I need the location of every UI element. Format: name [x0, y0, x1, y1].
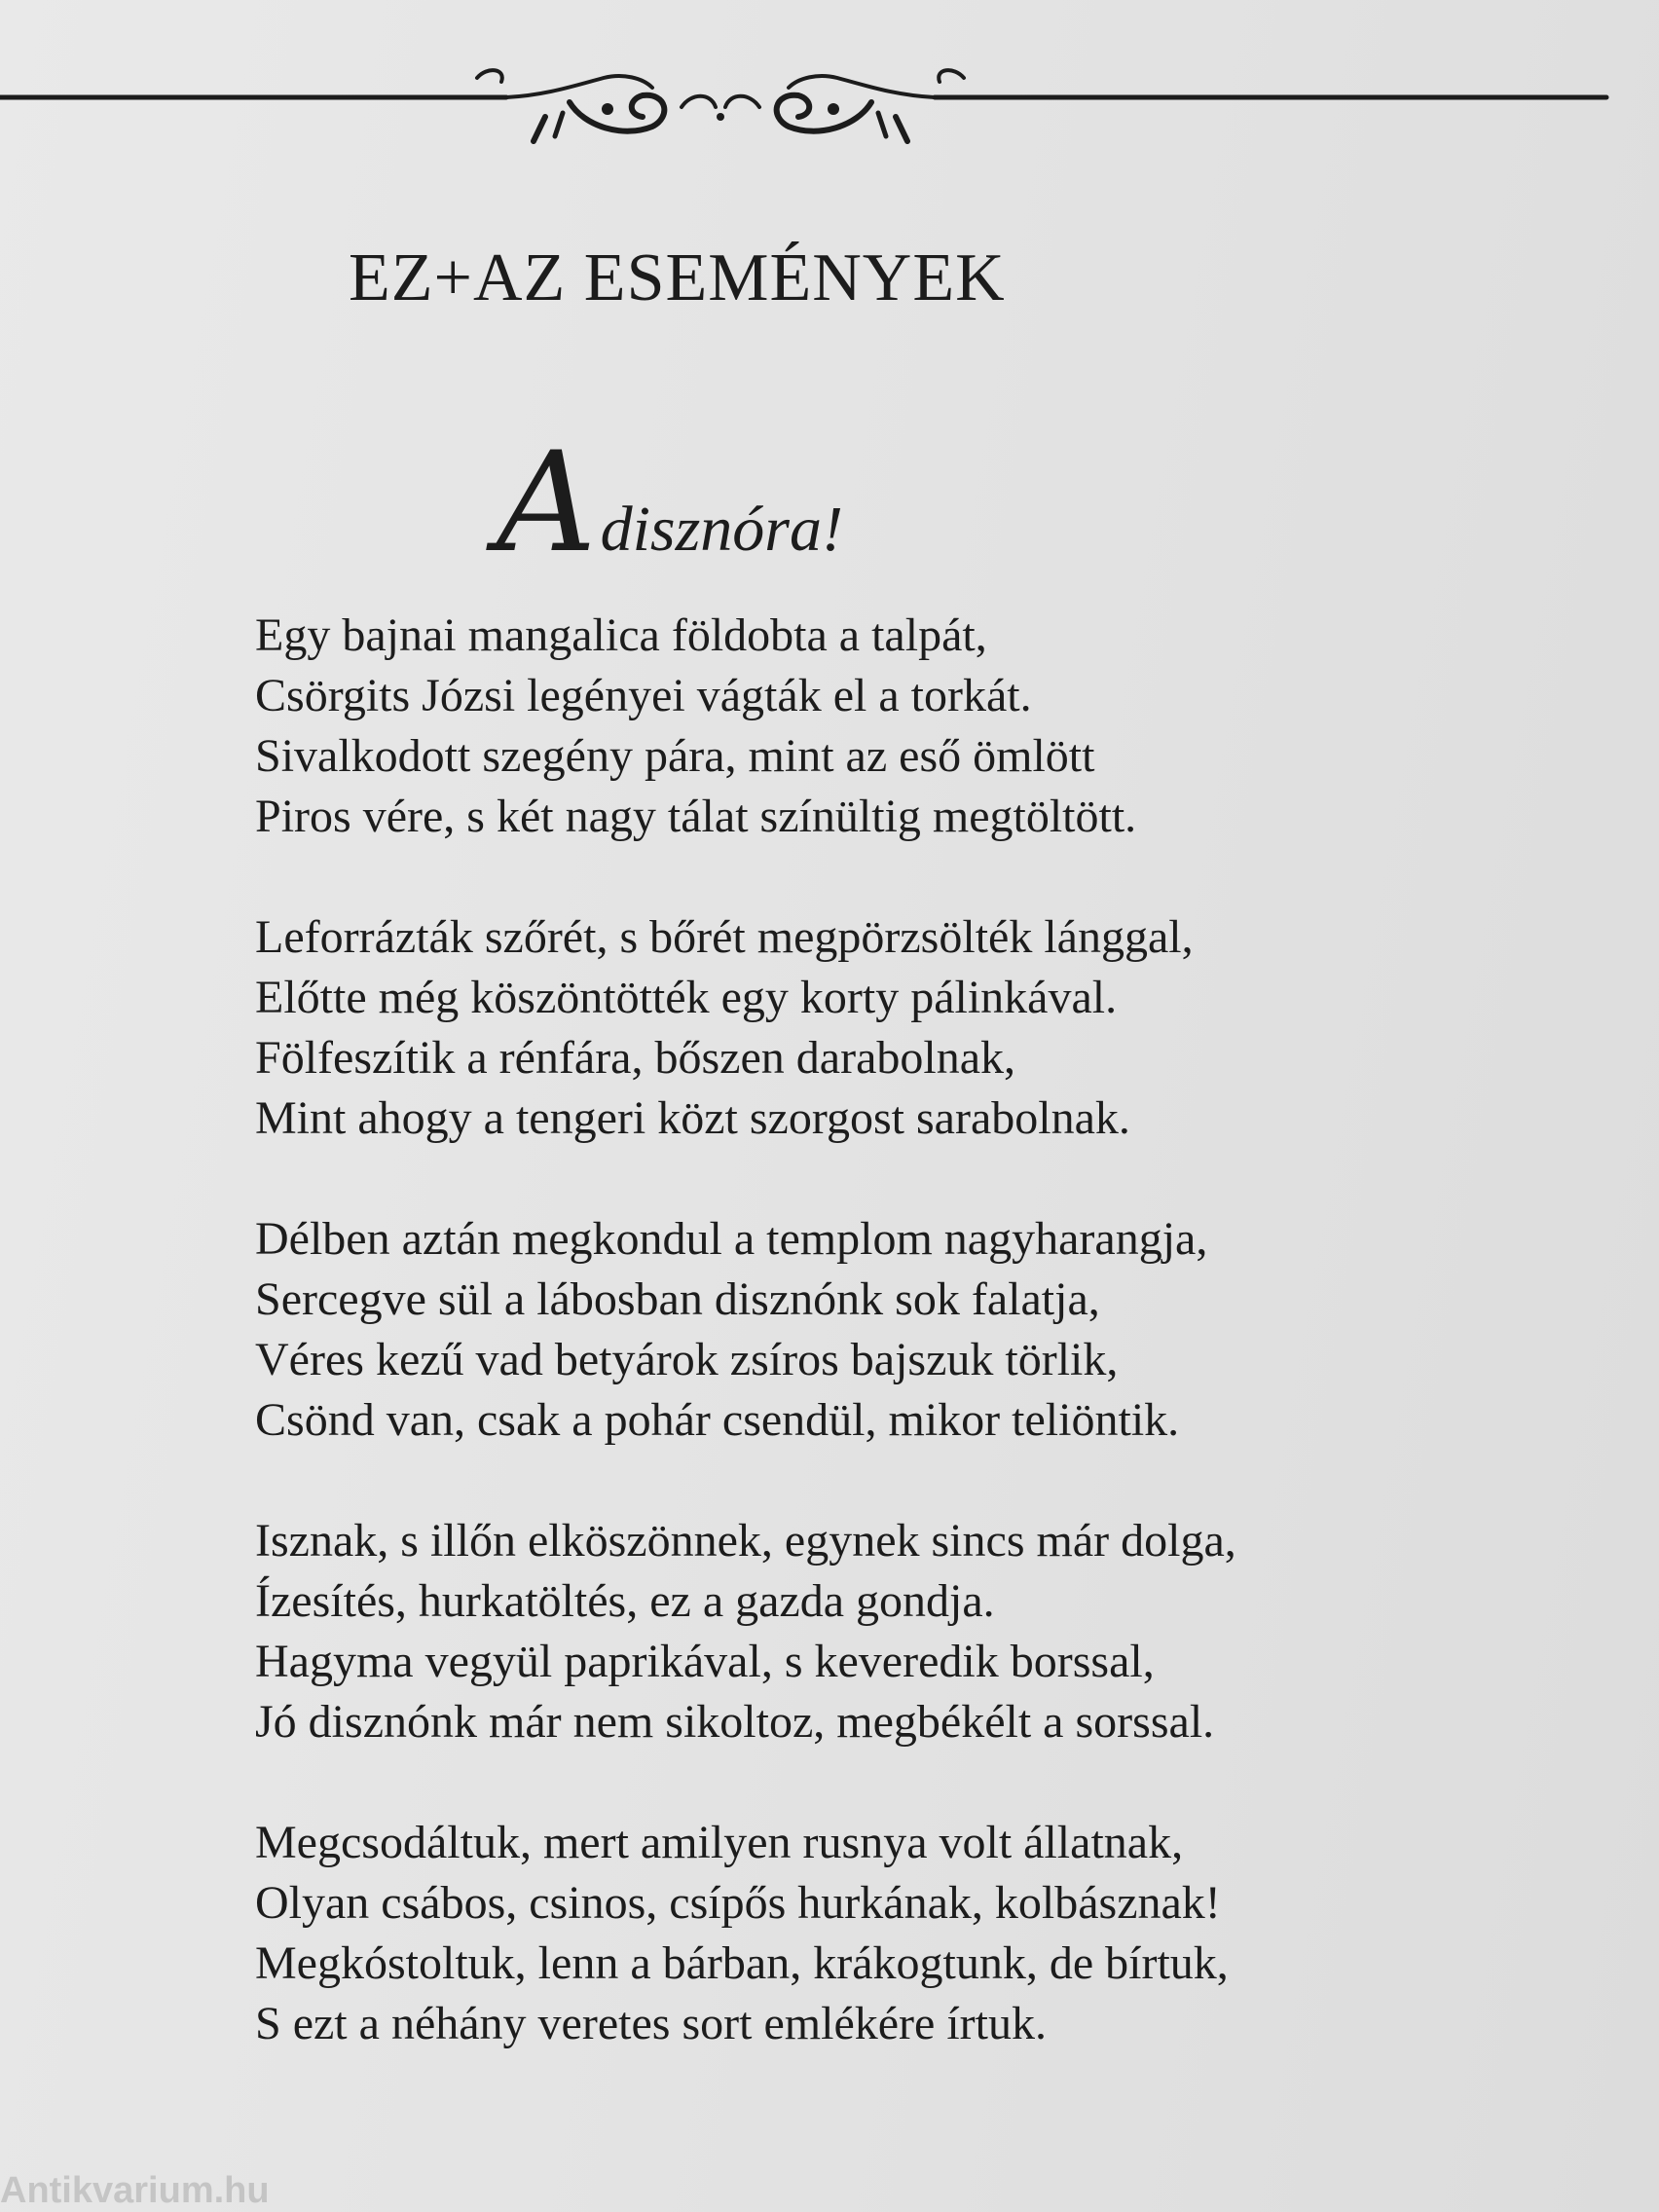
- poem-body: [255, 606, 1521, 2115]
- poem-title-text: disznóra!: [600, 494, 843, 565]
- poem-line: S ezt a néhány veretes sort emlékére írtuk.: [255, 1998, 1047, 2049]
- poem-line: Csörgits Józsi legényei vágták el a torkát.: [255, 670, 1032, 721]
- poem-line: Jó disznónk már nem sikoltoz, megbékélt a sorssal.: [255, 1696, 1215, 1748]
- poem-line: Megcsodáltuk, mert amilyen rusnya volt állatnak,: [255, 1817, 1184, 1868]
- poem-line: Hagyma vegyül paprikával, s keveredik borssal,: [255, 1636, 1155, 1687]
- header-ornament: [0, 49, 1659, 156]
- poem-title-initial: A: [497, 423, 597, 583]
- poem-line: Előtte még köszöntötték egy korty pálinkával.: [255, 972, 1118, 1023]
- poem-line: Fölfeszítik a rénfára, bőszen darabolnak,: [255, 1032, 1016, 1084]
- stanza-2: [255, 907, 1521, 1149]
- poem-line: Véres kezű vad betyárok zsíros bajszuk törlik,: [255, 1334, 1119, 1385]
- poem-line: Ízesítés, hurkatöltés, ez a gazda gondja.: [255, 1575, 995, 1627]
- poem-line: Egy bajnai mangalica földobta a talpát,: [255, 609, 987, 661]
- section-title: EZ+AZ ESEMÉNYEK: [349, 240, 1006, 315]
- poem-line: Sercegve sül a lábosban disznónk sok falatja,: [255, 1273, 1100, 1325]
- poem-line: Isznak, s illőn elköszönnek, egynek sincs már dolga,: [255, 1515, 1236, 1567]
- watermark: Antikvarium.hu: [0, 2170, 270, 2211]
- stanza-1: [255, 606, 1521, 847]
- poem-line: Csönd van, csak a pohár csendül, mikor teliöntik.: [255, 1394, 1180, 1446]
- stanza-5: [255, 1813, 1521, 2054]
- poem-line: Megkóstoltuk, lenn a bárban, krákogtunk, de bírtuk,: [255, 1937, 1229, 1989]
- poem-line: Sivalkodott szegény pára, mint az eső ömlött: [255, 730, 1095, 782]
- poem-title: [497, 423, 843, 583]
- poem-line: Piros vére, s két nagy tálat színültig megtöltött.: [255, 791, 1137, 842]
- poem-line: Olyan csábos, csinos, csípős hurkának, kolbásznak!: [255, 1877, 1221, 1929]
- poem-line: Délben aztán megkondul a templom nagyharangja,: [255, 1213, 1208, 1265]
- stanza-4: [255, 1511, 1521, 1752]
- stanza-3: [255, 1209, 1521, 1451]
- poem-line: Leforrázták szőrét, s bőrét megpörzsölték lánggal,: [255, 911, 1194, 963]
- poem-line: Mint ahogy a tengeri közt szorgost sarabolnak.: [255, 1092, 1130, 1144]
